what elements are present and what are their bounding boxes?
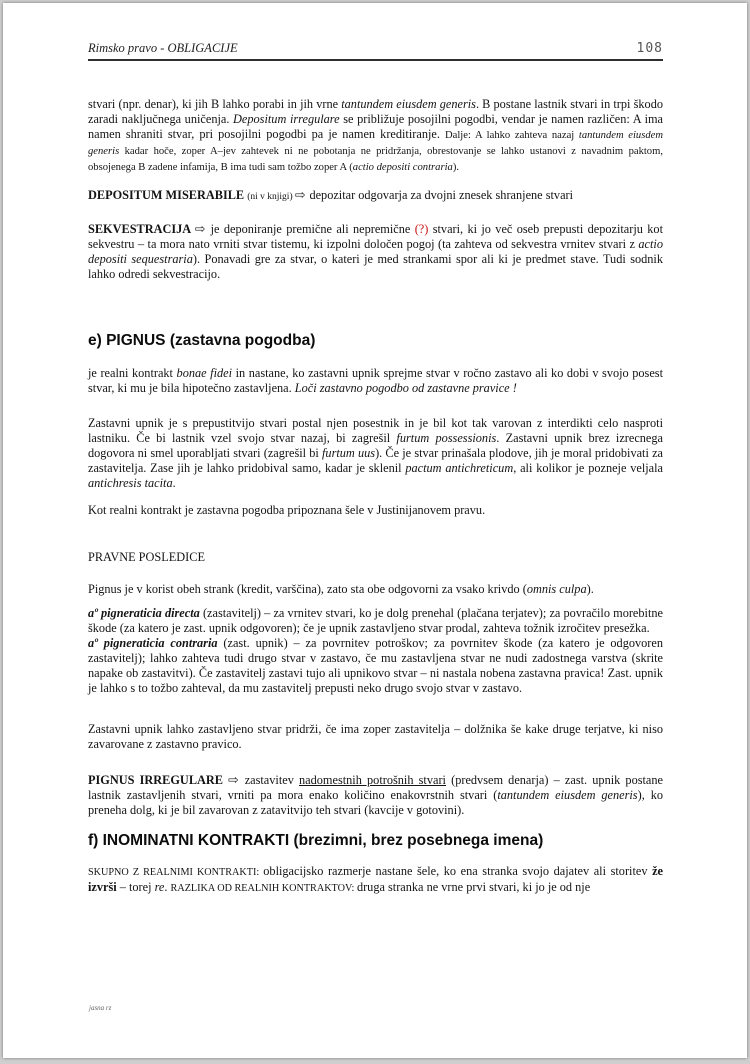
label-pravne-posledice: PRAVNE POSLEDICE	[88, 550, 205, 564]
text-run: ). Če je stvar prinašala plodove, jih je moral pridobivati za zastavitelja. Zase jih je lahko pridobival samo, kadar je sklenil	[88, 446, 663, 475]
text-run: SEKVESTRACIJA	[88, 222, 195, 236]
text-run: tantundem eiusdem generis	[341, 97, 476, 111]
paragraph-pignus-korist	[88, 582, 663, 597]
text-run: DEPOSITUM MISERABILE	[88, 188, 248, 202]
text-run: ⇨	[228, 772, 245, 787]
text-run: obligacijsko razmerje nastane šele, ko ena stranka svojo dajatev ali storitev	[263, 864, 653, 878]
text-run: Zastavni upnik je s prepustitvijo stvari postal njen posestnik in je bil kot tak varovan z interdikti celo nasproti lastniku. Če bi lastnik vzel svojo stvar nazaj, bi zagrešil	[88, 416, 663, 445]
text-run: , ali kolikor je pozneje veljala	[513, 461, 664, 475]
text-run: ⇨	[194, 221, 211, 236]
paragraph-pigneraticia-directa	[88, 606, 663, 636]
text-run: ). Ponavadi gre za stvar, o kateri je med strankami spor ali ki je predmet stave. Tudi sodnik lahko odredi sekvestracijo.	[88, 252, 663, 281]
paragraph-pridrzanje-stvari	[88, 722, 663, 752]
page-body	[3, 3, 747, 896]
text-run: stvari (npr. denar), ki jih B lahko porabi in jih vrne	[88, 97, 342, 111]
text-run: nadomestnih potrošnih stvari	[299, 773, 446, 787]
text-run: omnis culpa	[526, 582, 587, 596]
text-run: je deponiranje premične ali nepremične	[210, 222, 415, 236]
text-run: kadar hoče, zoper A–jev zahtevek ni ne pobotanja ne pridržanja, obrestovanje se lahko ustanovi z navadnim paktom, obsojenega B zadene infamija, B ima tudi sam tožbo zoper A (	[88, 146, 663, 173]
text-run: (?)	[414, 222, 429, 236]
text-run: bonae fidei	[176, 366, 233, 380]
text-run: in nastane, ko zastavni upnik sprejme stvar v ročno zastavo ali ko dobi v svojo posest stvar, ki mu je bila hipotečno zastavljena.	[88, 366, 664, 395]
paragraph-pignus-intro	[88, 366, 663, 396]
text-run: actio depositi contraria	[352, 162, 453, 173]
text-run: Dalje: A lahko zahteva nazaj	[445, 130, 579, 141]
text-run: .	[172, 476, 176, 490]
text-run: antichresis tacita	[88, 476, 173, 490]
text-run: tantundem eiusdem generis	[88, 130, 663, 157]
text-run: tantundem eiusdem generis	[497, 788, 638, 802]
page-number: 108	[636, 41, 663, 56]
text-run: (predvsem denarja) – zast. upnik postane lastnik zastavljenih stvari, vrniti pa mora enako količino enakovrstnih stvari (	[88, 773, 663, 802]
text-run: RAZLIKA OD REALNIH KONTRAKTOV:	[170, 883, 357, 894]
paragraph-zastavni-upnik	[88, 416, 663, 491]
text-run: Depositum irregulare	[233, 112, 340, 126]
text-run: zastavitev	[244, 773, 300, 787]
text-run: aº pigneraticia directa	[88, 606, 200, 620]
paragraph-inominatni-intro	[88, 864, 663, 896]
text-run: depozitar odgovarja za dvojni znesek shranjene stvari	[309, 188, 574, 202]
text-run: furtum uus	[322, 446, 376, 460]
text-run: aº pigneraticia contraria	[88, 636, 218, 650]
text-run: je realni kontrakt	[88, 366, 177, 380]
footer-note: jasna rz	[89, 1004, 112, 1012]
text-run: (zast. upnik) – za povrnitev potroškov; za povrnitev škode (za katero je odgovoren zastavitelj); lahko zahteva tudi drugo stvar v zastavo, če mu zastavljena stvar ne nudi zadostnega varstva (skrite napake ob zastavitvi). Če zastavitelj zastavi tujo ali upnikovo stvar – ni nastala nobena zastavna pravica! Zast. upnik je lahko s to tožbo zahteval, da mu zastavitelj prepusti neko drugo svojo stvar v zastavo.	[88, 636, 663, 695]
text-run: re	[154, 880, 165, 894]
page-header	[88, 41, 663, 61]
heading-inominatni-kontrakti: f) INOMINATNI KONTRAKTI (brezimni, brez posebnega imena)	[88, 832, 544, 849]
text-run: actio depositi sequestraria	[88, 237, 663, 266]
text-run: se približuje posojilni pogodbi, vendar je namen različen: A ima namen shraniti stvar, pri posojilni pogodbi pa je namen kreditiranje.	[88, 112, 664, 141]
paragraph-pigneraticia-contraria	[88, 636, 663, 696]
text-run: (zastavitelj) – za vrnitev stvari, ko je dolg prenehal (plačana terjatev); za povračilo morebitne škode (za katero je zast. upnik odgovoren); če je upnik zastavljeno stvar prodal, zahteva tožnik izročitev presežka.	[88, 606, 663, 635]
text-run: ⇨	[294, 187, 310, 202]
text-run: druga stranka ne vrne prvi stvari, ki jo je od nje	[356, 880, 591, 894]
document-page	[3, 3, 747, 1058]
text-run: Loči zastavno pogodbo od zastavne pravice !	[294, 381, 517, 395]
paragraph-pignus-irregulare	[88, 772, 663, 818]
text-run: Kot realni kontrakt je zastavna pogodba pripoznana šele v Justinijanovem pravu.	[88, 503, 486, 517]
header-title: Rimsko pravo - OBLIGACIJE	[88, 41, 238, 55]
text-run: stvari, ki jo več oseb prepusti depozitarju kot sekvestru – ta mora nato vrniti stvar tistemu, ki izpolni določen pogoj (ta zahteva od sekvestra vrnitev stvari z	[88, 222, 663, 251]
heading-pignus: e) PIGNUS (zastavna pogodba)	[88, 332, 316, 349]
text-run: Zastavni upnik lahko zastavljeno stvar pridrži, če ima zoper zastavitelja – dolžnika še kake druge terjatve, ki niso zavarovane z zastavno pravico.	[88, 722, 663, 751]
text-run: Pignus je v korist obeh strank (kredit, varščina), zato sta obe odgovorni za vsako krivdo (	[88, 582, 527, 596]
paragraph-sekvestracija	[88, 221, 663, 282]
text-run: pactum antichreticum	[405, 461, 514, 475]
paragraph-realni-kontrakt	[88, 503, 663, 518]
text-run: ), ko preneha dolg, ki je bil zavarovan z zatavitvijo teh stvari (kavcije v gotovini).	[88, 788, 664, 817]
text-run: (ni v knjigi)	[247, 192, 295, 202]
text-run: . B postane lastnik stvari in trpi škodo zaradi naključnega uničenja.	[88, 97, 663, 126]
text-run: furtum possessionis	[396, 431, 497, 445]
text-run: .	[164, 880, 171, 894]
text-run: ).	[452, 162, 460, 173]
text-run: ).	[586, 582, 594, 596]
text-run: PIGNUS IRREGULARE	[88, 773, 229, 787]
text-run: – torej	[116, 880, 155, 894]
paragraph-depositum-miserabile	[88, 187, 663, 205]
text-run: SKUPNO Z REALNIMI KONTRAKTI:	[88, 867, 264, 878]
text-run: že izvrši	[88, 864, 663, 894]
paragraph-depositum-irregulare	[88, 97, 663, 175]
text-run: . Zastavni upnik brez izrecnega dogovora ni smel uporabljati stvari (zagrešil bi	[88, 431, 663, 460]
